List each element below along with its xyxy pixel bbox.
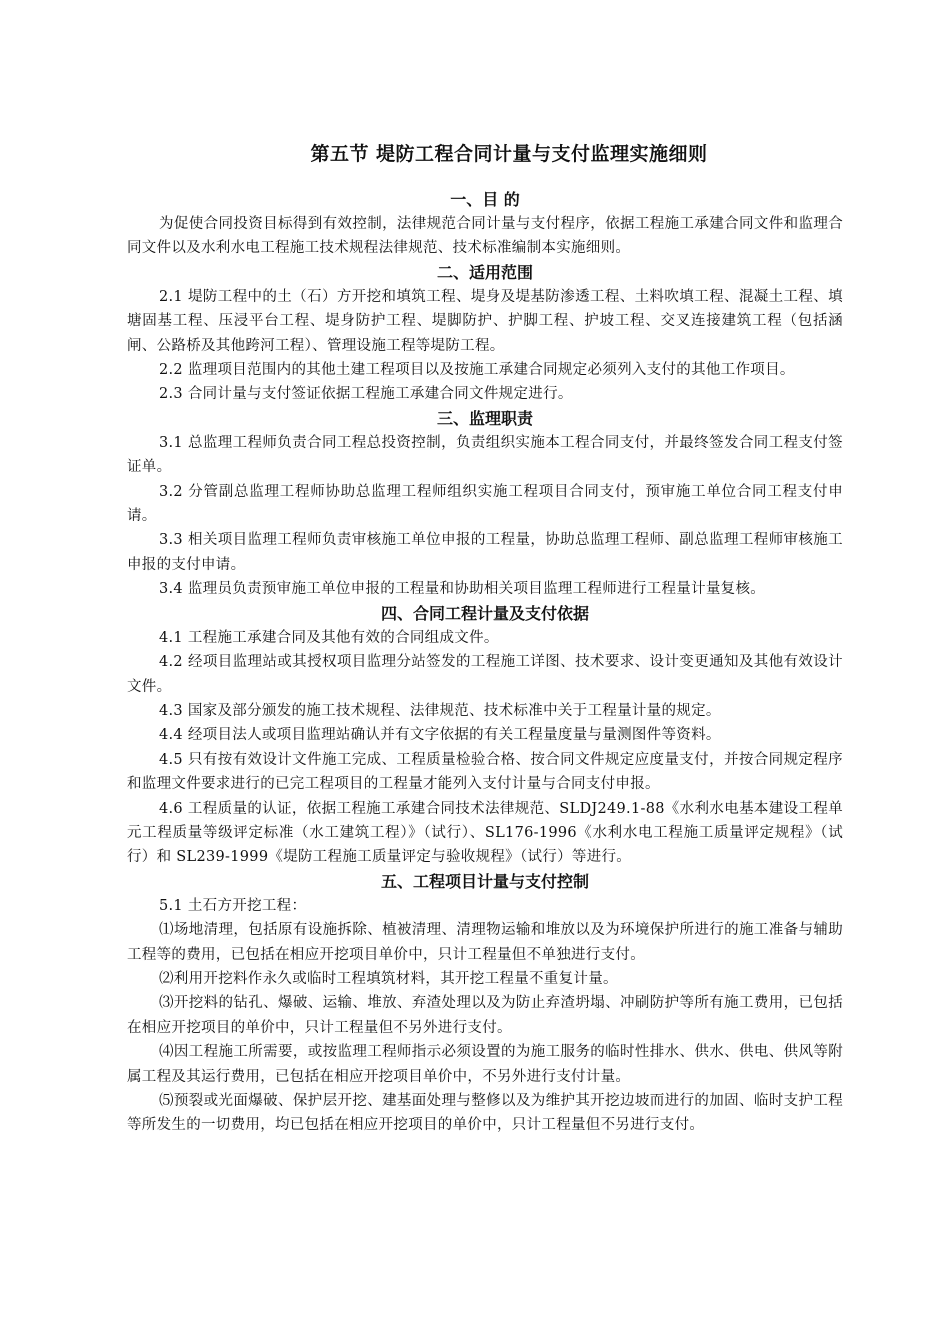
- paragraph: ⑶开挖料的钻孔、爆破、运输、堆放、弃渣处理以及为防止弃渣坍塌、冲刷防护等所有施工费用，已包括在相应开挖项目的单价中，只计工程量但不另外进行支付。: [127, 995, 843, 1036]
- paragraph: 4.4 经项目法人或项目监理站确认并有文字依据的有关工程量度量与量测图件等资料。: [159, 727, 721, 744]
- paragraph: 3.3 相关项目监理工程师负责审核施工单位申报的工程量，协助总监理工程师、副总监理工程师审核施工申报的支付申请。: [127, 532, 843, 573]
- section: [127, 188, 843, 261]
- paragraph: 3.4 监理员负责预审施工单位申报的工程量和协助相关项目监理工程师进行工程量计量复核。: [159, 581, 766, 598]
- document-body: [127, 140, 843, 1138]
- paragraph: 3.2 分管副总监理工程师协助总监理工程师组织实施工程项目合同支付，预审施工单位合同工程支付申请。: [127, 483, 843, 525]
- paragraph: 5.1 土石方开挖工程：: [159, 897, 307, 914]
- sections-container: [127, 188, 843, 1138]
- paragraph: 为促使合同投资目标得到有效控制，法律规范合同计量与支付程序，依据工程施工承建合同文件和监理合同文件以及水利水电工程施工技术规程法律规范、技术标准编制本实施细则。: [127, 216, 843, 257]
- section: [127, 261, 843, 407]
- paragraph: 2.3 合同计量与支付签证依据工程施工承建合同文件规定进行。: [159, 386, 573, 403]
- section-heading: 五、工程项目计量与支付控制: [380, 871, 589, 891]
- paragraph: 4.1 工程施工承建合同及其他有效的合同组成文件。: [159, 629, 499, 646]
- section: [127, 407, 843, 602]
- section-heading: 四、合同工程计量及支付依据: [380, 603, 589, 623]
- paragraph: 3.1 总监理工程师负责合同工程总投资控制，负责组织实施本工程合同支付，并最终签发合同工程支付签证单。: [127, 434, 843, 476]
- paragraph: ⑸预裂或光面爆破、保护层开挖、建基面处理与整修以及为维护其开挖边坡而进行的加固、临时支护工程等所发生的一切费用，均已包括在相应开挖项目的单价中，只计工程量但不另进行支付。: [127, 1093, 843, 1134]
- paragraph: 2.1 堤防工程中的土（石）方开挖和填筑工程、堤身及堤基防渗透工程、土料吹填工程、混凝土工程、填塘固基工程、压浸平台工程、堤身防护工程、堤脚防护、护脚工程、护坡工程、交叉连接建筑工程（包括涵闸、公路桥及其他跨河工程）、管理设施工程等堤防工程。: [127, 288, 843, 354]
- document-title: 第五节 堤防工程合同计量与支付监理实施细则: [310, 143, 708, 165]
- paragraph: 4.2 经项目监理站或其授权项目监理分站签发的工程施工详图、技术要求、设计变更通知及其他有效设计文件。: [127, 654, 843, 695]
- paragraph: 2.2 监理项目范围内的其他土建工程项目以及按施工承建合同规定必须列入支付的其他工作项目。: [159, 362, 795, 379]
- paragraph: ⑴场地清理，包括原有设施拆除、植被清理、清理物运输和堆放以及为环境保护所进行的施工准备与辅助工程等的费用，已包括在相应开挖项目单价中，只计工程量但不单独进行支付。: [127, 922, 843, 963]
- section: [127, 602, 843, 870]
- section-heading: 二、适用范围: [436, 262, 533, 282]
- paragraph: 4.5 只有按有效设计文件施工完成、工程质量检验合格、按合同文件规定应度量支付，并按合同规定程序和监理文件要求进行的已完工程项目的工程量才能列入支付计量与合同支付申报。: [127, 751, 843, 793]
- paragraph: ⑷因工程施工所需要，或按监理工程师指示必须设置的为施工服务的临时性排水、供水、供电、供风等附属工程及其运行费用，已包括在相应开挖项目单价中，不另外进行支付计量。: [127, 1044, 843, 1085]
- paragraph: 4.6 工程质量的认证，依据工程施工承建合同技术法律规范、SLDJ249.1-88《水利水电基本建设工程单元工程质量等级评定标准（水工建筑工程）》（试行）、SL176-1996《水利水电工程施工质量评定规程》（试行）和 SL239-1999《堤防工程施工质量评定与验收规程》（试行）等进行。: [127, 800, 843, 866]
- section-heading: 三、监理职责: [436, 408, 533, 428]
- paragraph: ⑵利用开挖料作永久或临时工程填筑材料，其开挖工程量不重复计量。: [159, 970, 618, 987]
- section: [127, 870, 843, 1138]
- section-heading: 一、目 的: [450, 190, 520, 209]
- paragraph: 4.3 国家及部分颁发的施工技术规程、法律规范、技术标准中关于工程量计量的规定。: [159, 702, 721, 719]
